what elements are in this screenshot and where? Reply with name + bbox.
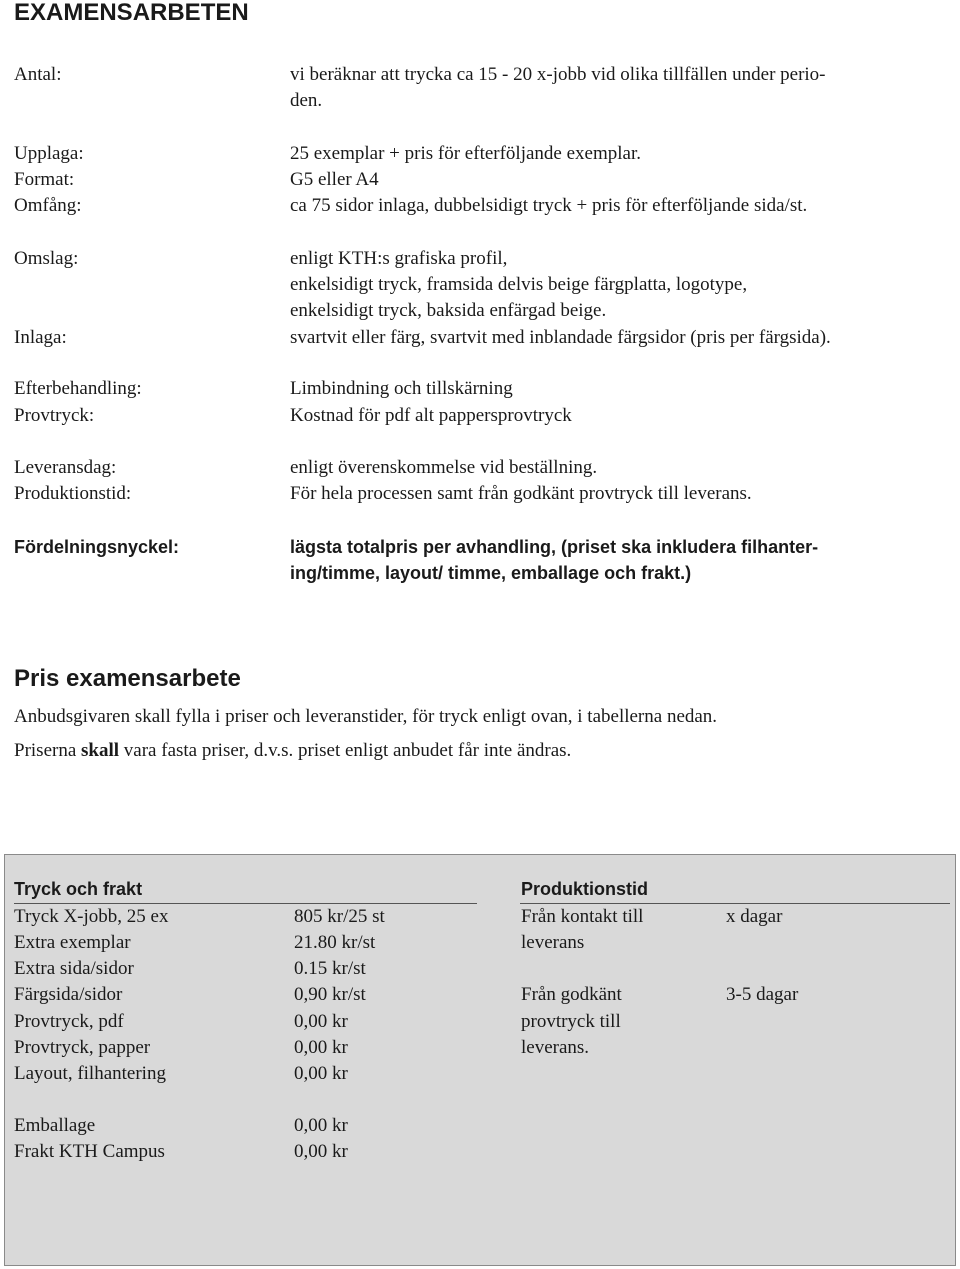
value-efterbehandling: Limbindning och tillskärning xyxy=(290,378,513,399)
label-omslag: Omslag: xyxy=(14,248,79,269)
label-fordelningsnyckel: Fördelningsnyckel: xyxy=(14,537,180,557)
value-inlaga: svartvit eller färg, svartvit med inblandade färgsidor (pris per färgsida). xyxy=(290,327,831,348)
label-upplaga: Upplaga: xyxy=(14,143,84,164)
value-upplaga: 25 exemplar + pris för efterföljande exemplar. xyxy=(290,143,641,164)
pricing-fixed-note-start: Priserna xyxy=(14,740,82,761)
table-header-produktionstid: Produktionstid xyxy=(521,879,648,899)
value-produktionstid: För hela processen samt från godkänt provtryck till leverans. xyxy=(290,483,752,504)
production-step-line: leverans xyxy=(521,932,585,953)
production-step-line: provtryck till xyxy=(521,1011,621,1032)
left-header-rule xyxy=(14,903,477,904)
table-row-price: 805 kr/25 st xyxy=(294,906,385,927)
value-omslag-line1: enligt KTH:s grafiska profil, xyxy=(290,248,508,269)
section-heading: Pris examensarbete xyxy=(14,665,241,692)
table-row-price: 0,00 kr xyxy=(294,1115,348,1136)
table-row-price: 0,90 kr/st xyxy=(294,984,366,1005)
table-row-item: Tryck X-jobb, 25 ex xyxy=(14,906,169,927)
table-header-tryck-och-frakt: Tryck och frakt xyxy=(14,879,143,899)
value-antal-line2: den. xyxy=(290,90,323,111)
table-row-item: Provtryck, papper xyxy=(14,1037,151,1058)
table-row-price: 0,00 kr xyxy=(294,1037,348,1058)
table-row-item: Extra exemplar xyxy=(14,932,131,953)
table-row-item: Provtryck, pdf xyxy=(14,1011,124,1032)
label-omfang: Omfång: xyxy=(14,195,82,216)
table-row-price: 0,00 kr xyxy=(294,1011,348,1032)
value-omslag-line3: enkelsidigt tryck, baksida enfärgad beige. xyxy=(290,300,607,321)
value-fordelningsnyckel-line2: ing/timme, layout/ timme, emballage och frakt.) xyxy=(290,563,692,583)
value-antal-line1: vi beräknar att trycka ca 15 - 20 x-jobb vid olika tillfällen under perio- xyxy=(290,64,826,85)
pricing-fixed-note-end: vara fasta priser, d.v.s. priset enligt anbudet får inte ändras. xyxy=(119,740,572,761)
table-row-price: 21.80 kr/st xyxy=(294,932,376,953)
label-provtryck: Provtryck: xyxy=(14,405,95,426)
production-time: 3-5 dagar xyxy=(726,984,799,1005)
label-produktionstid: Produktionstid: xyxy=(14,483,132,504)
table-row-price: 0.15 kr/st xyxy=(294,958,366,979)
right-header-rule xyxy=(520,903,950,904)
value-format: G5 eller A4 xyxy=(290,169,379,190)
value-provtryck: Kostnad för pdf alt pappersprovtryck xyxy=(290,405,572,426)
table-row-item: Layout, filhantering xyxy=(14,1063,166,1084)
label-leveransdag: Leveransdag: xyxy=(14,457,117,478)
table-row-item: Extra sida/sidor xyxy=(14,958,134,979)
pricing-fixed-note xyxy=(14,740,571,762)
value-fordelningsnyckel-line1: lägsta totalpris per avhandling, (priset ska inkludera filhanter- xyxy=(290,537,819,557)
value-leveransdag: enligt överenskommelse vid beställning. xyxy=(290,457,598,478)
page-title: EXAMENSARBETEN xyxy=(14,0,249,26)
pricing-instruction: Anbudsgivaren skall fylla i priser och leveranstider, för tryck enligt ovan, i tabellerna nedan. xyxy=(14,706,718,727)
value-omslag-line2: enkelsidigt tryck, framsida delvis beige färgplatta, logotype, xyxy=(290,274,748,295)
production-step-line: Från kontakt till xyxy=(521,906,644,927)
production-step-line: Från godkänt xyxy=(521,984,622,1005)
label-inlaga: Inlaga: xyxy=(14,327,67,348)
pricing-fixed-note-emphasis: skall xyxy=(81,740,120,761)
table-row-item: Emballage xyxy=(14,1115,96,1136)
label-antal: Antal: xyxy=(14,64,62,85)
value-omfang: ca 75 sidor inlaga, dubbelsidigt tryck + pris för efterföljande sida/st. xyxy=(290,195,808,216)
table-row-item: Färgsida/sidor xyxy=(14,984,123,1005)
label-format: Format: xyxy=(14,169,75,190)
table-row-price: 0,00 kr xyxy=(294,1063,348,1084)
label-efterbehandling: Efterbehandling: xyxy=(14,378,142,399)
production-time: x dagar xyxy=(726,906,783,927)
production-step-line: leverans. xyxy=(521,1037,590,1058)
table-row-price: 0,00 kr xyxy=(294,1141,348,1162)
table-row-item: Frakt KTH Campus xyxy=(14,1141,165,1162)
